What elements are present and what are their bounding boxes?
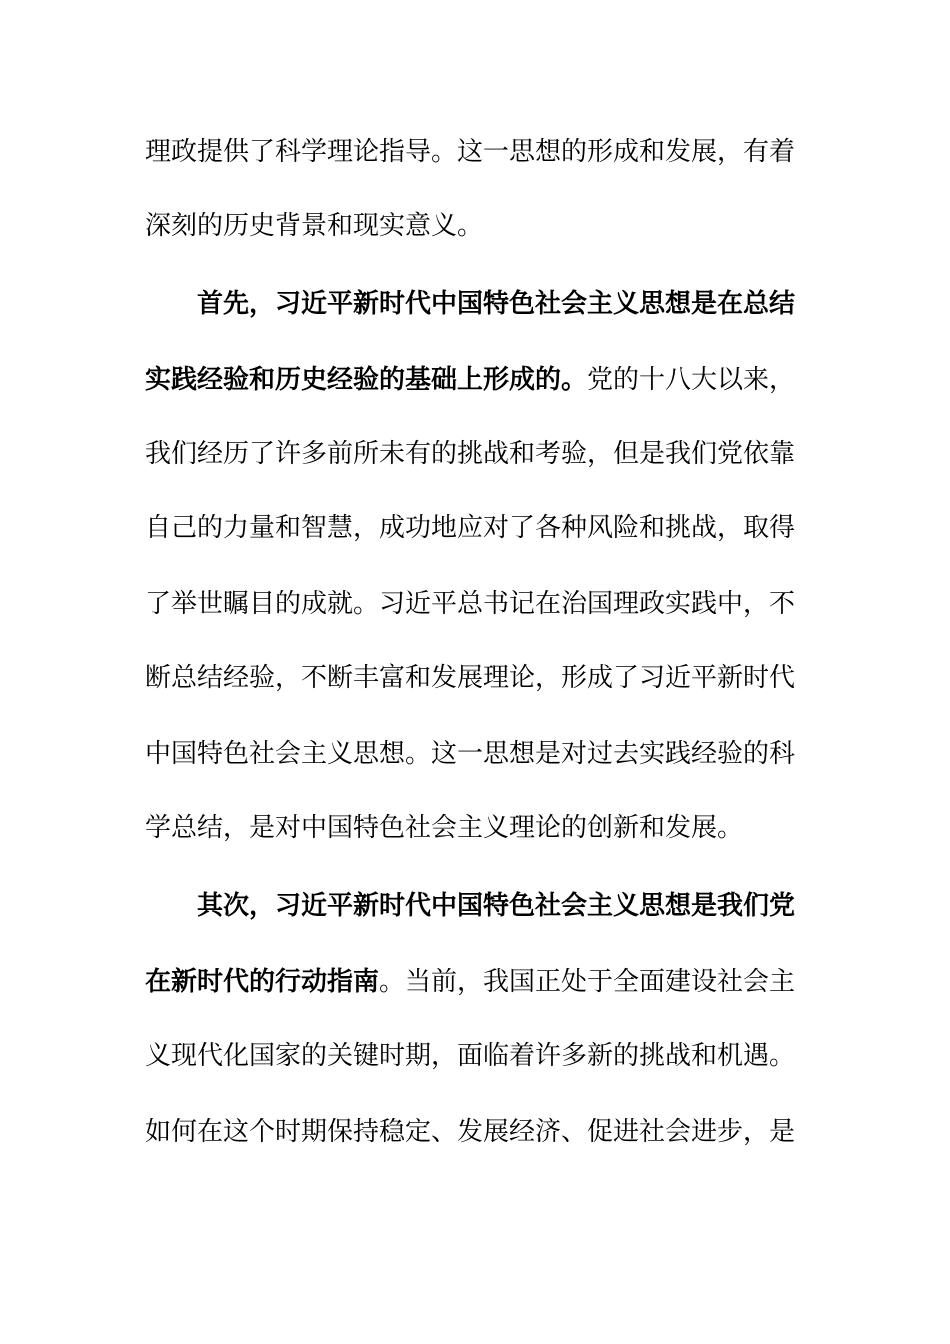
text-run: 自己的力量和智慧，成功地应对了各种风险和挑战，取得: [145, 513, 796, 543]
text-run: 断总结经验，不断丰富和发展理论，形成了习近平新时代: [145, 663, 796, 693]
paragraph-2-line-3: [145, 434, 807, 474]
paragraph-2-line-7: [145, 734, 807, 774]
text-run: 如何在这个时期保持稳定、发展经济、促进社会进步，是: [145, 1117, 796, 1147]
paragraph-2-line-2: [145, 360, 807, 400]
text-run: 我们经历了许多前所未有的挑战和考验，但是我们党依靠: [145, 439, 796, 469]
text-run: 深刻的历史背景和现实意义。: [145, 211, 484, 241]
bold-text-run: 在新时代的行动指南: [145, 967, 380, 997]
text-run: 了举世瞩目的成就。习近平总书记在治国理政实践中，不: [145, 589, 796, 619]
bold-text-run: 实践经验和历史经验的基础上形成的。: [145, 365, 588, 395]
paragraph-2-line-5: [145, 584, 807, 624]
paragraph-2-line-6: [145, 658, 807, 698]
paragraph-3-line-3: [145, 1036, 807, 1076]
paragraph-1-line-2: [145, 206, 807, 246]
paragraph-3-line-2: [145, 962, 807, 1002]
bold-text-run: 首先，习近平新时代中国特色社会主义思想是在总结: [197, 289, 796, 319]
paragraph-1-line-1: [145, 132, 807, 172]
text-run: 中国特色社会主义思想。这一思想是对过去实践经验的科: [145, 739, 796, 769]
paragraph-2-line-8: [145, 808, 807, 848]
bold-text-run: 其次，习近平新时代中国特色社会主义思想是我们党: [197, 891, 796, 921]
text-run: 学总结，是对中国特色社会主义理论的创新和发展。: [145, 813, 744, 843]
text-run: 义现代化国家的关键时期，面临着许多新的挑战和机遇。: [145, 1041, 796, 1071]
paragraph-3-line-1: [197, 886, 807, 926]
text-run: 党的十八大以来，: [587, 365, 796, 395]
text-run: 理政提供了科学理论指导。这一思想的形成和发展，有着: [145, 137, 796, 167]
paragraph-3-line-4: [145, 1112, 807, 1152]
paragraph-2-line-1: [197, 284, 807, 324]
text-run: 。当前，我国正处于全面建设社会主: [379, 967, 796, 997]
paragraph-2-line-4: [145, 508, 807, 548]
